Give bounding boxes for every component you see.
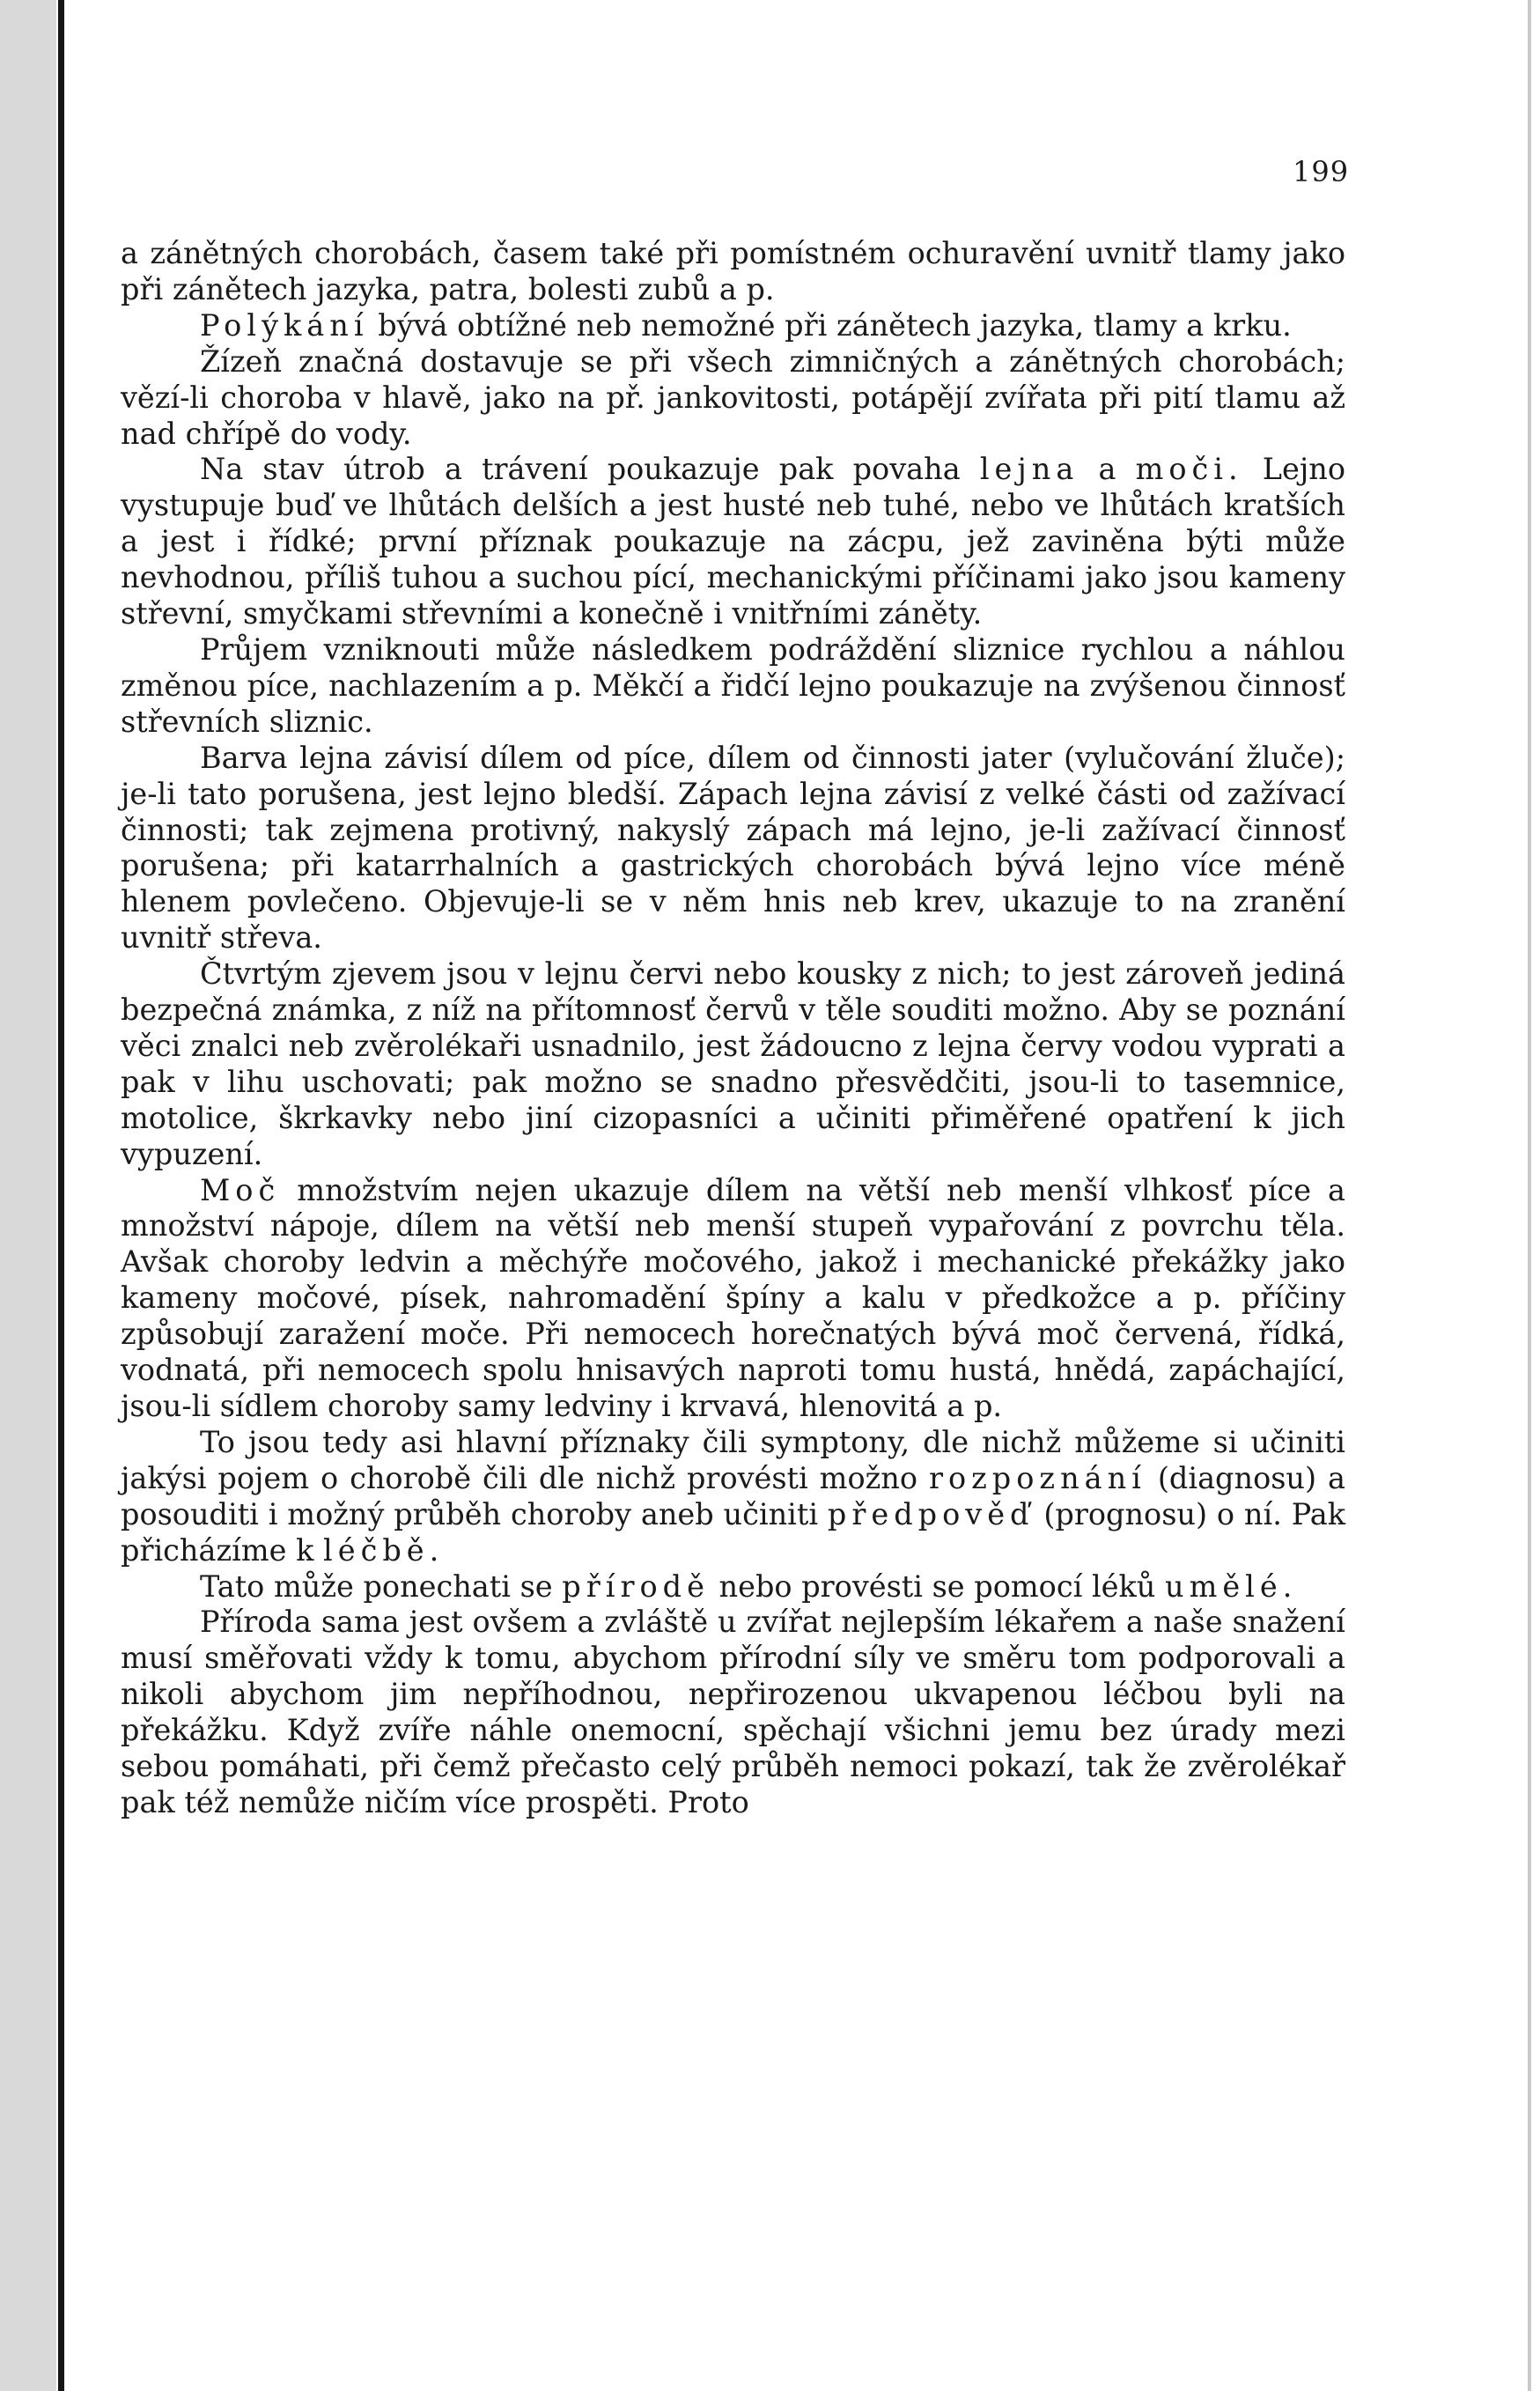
text-run: (prognosu) o ní. Pak přicházíme k [121, 1496, 1346, 1568]
page-right-edge [1528, 0, 1531, 2391]
emphasized-term: Polýkání [200, 307, 369, 343]
emphasized-term: lejna [979, 452, 1079, 487]
scan-margin-strip [0, 0, 56, 2391]
paragraph [121, 956, 1345, 1172]
text-run: Průjem vzniknouti může následkem podráždění sliznice rychlou a náhlou změnou píce, nachlazením a p. Měkčí a řidčí lejno poukazuje na zvýšenou činnosť střevních sliznic. [121, 631, 1345, 739]
emphasized-term: léčbě. [323, 1532, 445, 1568]
emphasized-term: Moč [200, 1172, 281, 1207]
paragraph [121, 1605, 1345, 1820]
paragraph [121, 308, 1345, 344]
text-run: bývá obtížné neb nemožné při zánětech jazyka, tlamy a krku. [368, 307, 1292, 343]
emphasized-term: přírodě [562, 1568, 710, 1604]
emphasized-term: moči. [1135, 452, 1243, 487]
text-run: množstvím nejen ukazuje dílem na větší neb menší vlhkosť píce a množství nápoje, dílem na větší neb menší stupeň vypařování z povrchu těla. Avšak choroby ledvin a měchýře močového, jakož i mechanické překážky jako kameny močové, písek, nahromadění špíny a kalu v předkožce a p. příčiny způsobují zaražení moče. Při nemocech horečnatých bývá moč červená, řídká, vodnatá, při nemocech spolu hnisavých naproti tomu hustá, hnědá, zapáchající, jsou-li sídlem choroby samy ledviny i krvavá, hlenovitá a p. [121, 1172, 1345, 1423]
emphasized-term: rozpoznání [928, 1460, 1146, 1495]
text-run: Žízeň značná dostavuje se při všech zimničných a zánětných chorobách; vězí-li choroba v hlavě, jako na př. jankovitosti, potápějí zvířata při pití tlamu až nad chřípě do vody. [121, 343, 1345, 451]
text-run: Barva lejna závisí dílem od píce, dílem od činnosti jater (vylučování žluče); je-li tato porušena, jest lejno bledší. Zápach lejna závisí z velké části od zažívací činnosti; tak zejmena protivný, nakyslý zápach má lejno, je-li zažívací činnosť porušena; při katarrhalních a gastrických chorobách bývá lejno více méně hlenem povlečeno. Objevuje-li se v něm hnis neb krev, ukazuje to na zranění uvnitř střeva. [121, 740, 1345, 956]
page-number: 199 [1293, 155, 1350, 188]
text-run: nebo provésti se pomocí léků [709, 1568, 1166, 1604]
paragraph [121, 632, 1345, 741]
emphasized-term: předpověď [827, 1496, 1035, 1531]
text-run: Na stav útrob a trávení poukazuje pak povaha [200, 452, 980, 487]
emphasized-term: umělé. [1165, 1568, 1298, 1604]
body-text [121, 236, 1345, 1821]
paragraph [121, 344, 1345, 453]
paragraph [121, 236, 1345, 308]
paragraph [121, 1173, 1345, 1425]
text-run: Lejno vystupuje buď ve lhůtách delších a jest husté neb tuhé, nebo ve lhůtách kratších a jest i řídké; první příznak poukazuje na zácpu, jež zaviněna býti může nevhodnou, příliš tuhou a suchou pící, mechanickými příčinami jako jsou kameny střevní, smyčkami střevními a konečně i vnitřními záněty. [121, 452, 1346, 631]
paragraph [121, 1425, 1345, 1569]
text-run: Příroda sama jest ovšem a zvláště u zvířat nejlepším lékařem a naše snažení musí směřovati vždy k tomu, abychom přírodní síly ve směru tom podporovali a nikoli abychom jim nepříhodnou, nepřirozenou ukvapenou léčbou byli na překážku. Když zvíře náhle onemocní, spěchají všichni jemu bez úrady mezi sebou pomáhati, při čemž přečasto celý průběh nemoci pokazí, tak že zvěrolékař pak též nemůže ničím více prospěti. Proto [121, 1605, 1345, 1819]
text-run: To jsou tedy asi hlavní příznaky čili symptony, dle nichž můžeme si učiniti jakýsi pojem o chorobě čili dle nichž provésti možno [121, 1424, 1345, 1495]
page-left-edge [58, 0, 64, 2391]
paragraph [121, 1569, 1345, 1605]
text-run: (diagnosu) a posouditi i možný průběh choroby aneb učiniti [121, 1460, 1345, 1531]
text-run: a zánětných chorobách, časem také při pomístném ochuravění uvnitř tlamy jako při zánětech jazyka, patra, bolesti zubů a p. [121, 236, 1345, 306]
paragraph [121, 452, 1345, 632]
paragraph [121, 741, 1345, 956]
text-run: a [1079, 452, 1136, 487]
text-run: Čtvrtým zjevem jsou v lejnu červi nebo kousky z nich; to jest zároveň jediná bezpečná známka, z níž na přítomnosť červů v těle souditi možno. Aby se poznání věci znalci neb zvěrolékaři usnadnilo, jest žádoucno z lejna červy vodou vyprati a pak v lihu uschovati; pak možno se snadno přesvědčiti, jsou-li to tasemnice, motolice, škrkavky nebo jiní cizopasníci a učiniti přiměřené opatření k jich vypuzení. [121, 956, 1345, 1171]
text-run: Tato může ponechati se [200, 1568, 563, 1604]
